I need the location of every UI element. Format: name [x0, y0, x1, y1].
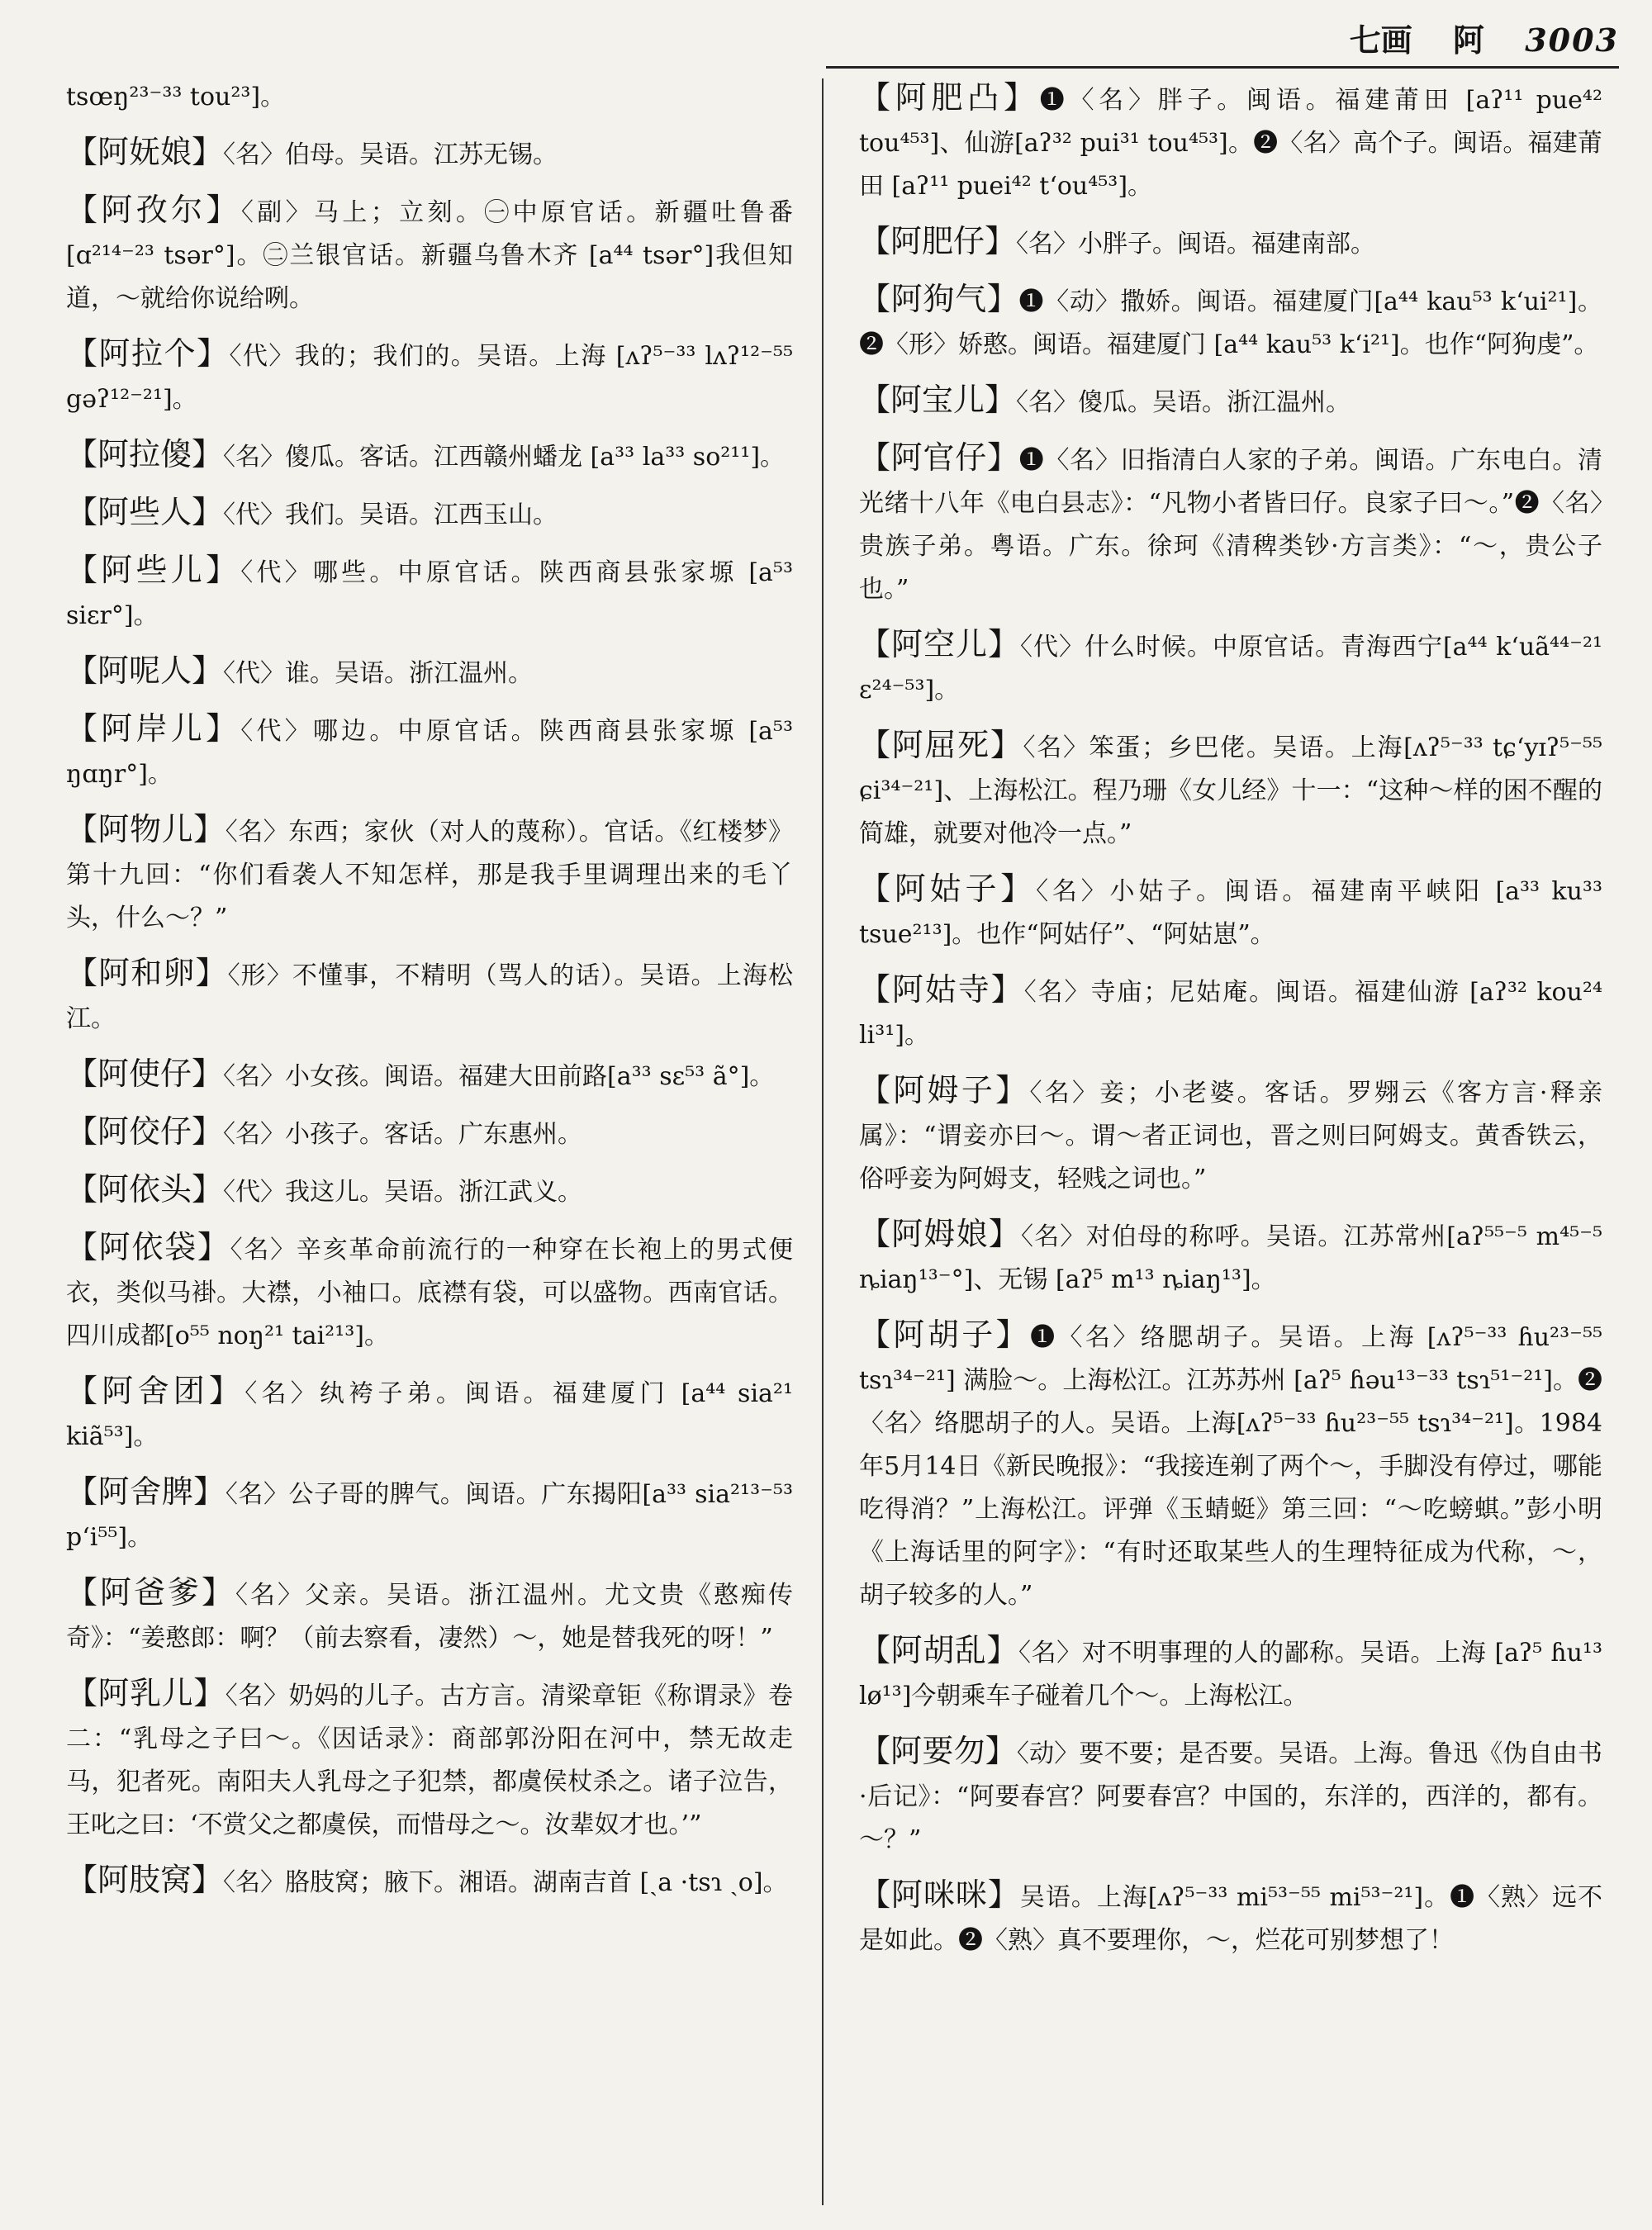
header-character: 阿	[1452, 22, 1484, 59]
dictionary-entry	[859, 623, 1602, 712]
dictionary-entry	[66, 1470, 793, 1559]
dictionary-entry	[859, 724, 1602, 856]
dictionary-entry	[859, 378, 1602, 425]
entry-headword: 【阿姑子】	[859, 871, 1037, 907]
entry-headword: 【阿依头】	[66, 1171, 224, 1208]
entry-definition: ❶〈名〉胖子。闽语。福建莆田 [aʔ¹¹ pue⁴² tou⁴⁵³]、仙游[aʔ³² pui³¹ tou⁴⁵³]。❷〈名〉高个子。闽语。福建莆田 [aʔ¹¹ puei⁴² t‘ou⁴⁵³]。	[859, 86, 1602, 201]
dictionary-entry	[66, 548, 793, 638]
dictionary-entry	[66, 1110, 793, 1156]
entry-definition: 〈副〉马上；立刻。㊀中原官话。新疆吐鲁番[ɑ²¹⁴⁻²³ tsər°]。㊁兰银官话。新疆乌鲁木齐 [a⁴⁴ tsər°]我但知道，～就给你说给咧。	[66, 198, 793, 313]
entry-headword: 【阿些人】	[66, 494, 224, 530]
dictionary-entry	[66, 1052, 793, 1098]
dictionary-entry	[66, 332, 793, 421]
entry-headword: 【阿乳儿】	[66, 1675, 225, 1711]
entry-headword: 【阿和卵】	[66, 955, 228, 991]
page-number: 3003	[1525, 21, 1619, 59]
entry-definition: 〈名〉寺庙；尼姑庵。闽语。福建仙游 [aʔ³² kou²⁴ li³¹]。	[859, 978, 1602, 1050]
dictionary-entry	[66, 130, 793, 177]
right-column	[859, 76, 1602, 2213]
entry-headword: 【阿佼仔】	[66, 1113, 224, 1150]
entry-headword: 【阿空儿】	[859, 626, 1020, 662]
left-entry-list	[66, 130, 793, 1905]
entry-definition: 〈形〉不懂事，不精明（骂人的话）。吴语。上海松江。	[66, 961, 793, 1033]
entry-definition: ❶〈名〉旧指清白人家的子弟。闽语。广东电白。清光绪十八年《电白县志》：“凡物小者皆曰仔。良家子曰～。”❷〈名〉贵族子弟。粤语。广东。徐珂《清稗类钞·方言类》：“～，贵公子也。”	[859, 446, 1602, 604]
entry-definition: 〈代〉哪些。中原官话。陕西商县张家塬 [a⁵³ siɛr°]。	[66, 558, 793, 630]
dictionary-entry	[66, 1672, 793, 1847]
entry-headword: 【阿呢人】	[66, 652, 224, 689]
entry-definition: 〈代〉我们。吴语。江西玉山。	[223, 501, 558, 529]
entry-headword: 【阿爸爹】	[66, 1574, 235, 1611]
column-divider	[822, 78, 824, 2205]
entry-definition: 〈名〉妾；小老婆。客话。罗翙云《客方言·释亲属》：“谓妾亦曰～。谓～者正词也，晋之则曰阿姆支。黄香铁云，俗呼妾为阿姆支，轻贱之词也。”	[859, 1079, 1602, 1193]
entry-headword: 【阿肥凸】	[859, 79, 1040, 116]
entry-headword: 【阿狗气】	[859, 281, 1019, 317]
entry-definition: 〈名〉辛亥革命前流行的一种穿在长袍上的男式便衣，类似马褂。大襟，小袖口。底襟有袋，可以盛物。西南官话。四川成都[o⁵⁵ noŋ²¹ tai²¹³]。	[66, 1236, 793, 1350]
dictionary-entry	[66, 433, 793, 479]
entry-headword: 【阿使仔】	[66, 1056, 224, 1092]
entry-definition: 〈名〉父亲。吴语。浙江温州。尤文贵《憨痴传奇》：“姜憨郎：啊？（前去察看，凄然）～，她是替我死的呀！”	[66, 1581, 793, 1653]
dictionary-entry	[859, 1069, 1602, 1201]
dictionary-entry	[66, 1226, 793, 1358]
dictionary-entry	[859, 867, 1602, 956]
entry-definition: 〈名〉奶妈的儿子。古方言。清梁章钜《称谓录》卷二：“乳母之子曰～。《因话录》：商部郭汾阳在河中，禁无故走马，犯者死。南阳夫人乳母之子犯禁，都虞侯杖杀之。诸子泣告，王叱之曰：‘不赏父之都虞侯，而惜母之～。汝辈奴才也。’”	[66, 1682, 793, 1839]
entry-headword: 【阿依袋】	[66, 1229, 230, 1265]
entry-headword: 【阿胡乱】	[859, 1632, 1018, 1668]
entry-headword: 【阿姆娘】	[859, 1216, 1021, 1252]
entry-definition: 〈名〉伯母。吴语。江苏无锡。	[223, 140, 558, 169]
entry-headword: 【阿些儿】	[66, 552, 241, 588]
entry-definition: 〈代〉哪边。中原官话。陕西商县张家塬 [a⁵³ ŋɑŋr°]。	[66, 717, 793, 789]
dictionary-entry	[66, 1168, 793, 1214]
entry-definition: 〈名〉公子哥的脾气。闽语。广东揭阳[a³³ sia²¹³⁻⁵³ p‘i⁵⁵]。	[66, 1480, 793, 1552]
dictionary-entry	[66, 951, 793, 1041]
entry-definition: 〈名〉纨袴子弟。闽语。福建厦门 [a⁴⁴ sia²¹ kiã⁵³]。	[66, 1379, 793, 1451]
entry-headword: 【阿官仔】	[859, 439, 1019, 476]
right-entry-list	[859, 76, 1602, 1962]
entry-definition: 〈代〉我这儿。吴语。浙江武义。	[223, 1178, 583, 1207]
dictionary-entry	[859, 76, 1602, 208]
dictionary-entry	[859, 1729, 1602, 1862]
entry-definition: 〈名〉小女孩。闽语。福建大田前路[a³³ sɛ⁵³ ã°]。	[223, 1062, 775, 1091]
entry-headword: 【阿拉个】	[66, 335, 230, 372]
entry-headword: 【阿妩娘】	[66, 134, 224, 170]
entry-definition: 〈名〉对不明事理的人的鄙称。吴语。上海 [aʔ⁵ ɦu¹³ lø¹³]今朝乘车子碰着几个～。上海松江。	[859, 1639, 1602, 1710]
entry-headword: 【阿要勿】	[859, 1733, 1017, 1769]
dictionary-entry	[66, 491, 793, 537]
left-column	[66, 76, 793, 2213]
entry-headword: 【阿宝儿】	[859, 382, 1017, 418]
entry-definition: ❶〈动〉撒娇。闽语。福建厦门[a⁴⁴ kau⁵³ k‘ui²¹]。❷〈形〉娇憨。闽语。福建厦门 [a⁴⁴ kau⁵³ k‘i²¹]。也作“阿狗虔”。	[859, 287, 1602, 359]
entry-definition: 吴语。上海[ʌʔ⁵⁻³³ mi⁵³⁻⁵⁵ mi⁵³⁻²¹]。❶〈熟〉远不是如此。❷〈熟〉真不要理你，～，烂花可别梦想了！	[859, 1883, 1602, 1955]
entry-definition: 〈动〉要不要；是否要。吴语。上海。鲁迅《伪自由书·后记》：“阿要春宫？阿要春宫？中国的，东洋的，西洋的，都有。～？”	[859, 1739, 1602, 1854]
entry-definition: 〈名〉傻瓜。吴语。浙江温州。	[1016, 388, 1351, 417]
entry-definition: 〈名〉小孩子。客话。广东惠州。	[223, 1120, 583, 1149]
dictionary-entry	[859, 968, 1602, 1057]
entry-headword: 【阿物儿】	[66, 811, 225, 847]
entry-headword: 【阿舍脾】	[66, 1473, 225, 1510]
dictionary-entry	[66, 1858, 793, 1905]
dictionary-entry	[859, 278, 1602, 367]
entry-definition: 〈名〉对伯母的称呼。吴语。江苏常州[aʔ⁵⁵⁻⁵ m⁴⁵⁻⁵ ȵiaŋ¹³⁻°]、无锡 [aʔ⁵ m¹³ ȵiaŋ¹³]。	[859, 1222, 1602, 1294]
entry-headword: 【阿肢窝】	[66, 1862, 224, 1898]
entry-headword: 【阿姆子】	[859, 1072, 1030, 1108]
entry-headword: 【阿胡子】	[859, 1317, 1031, 1353]
dictionary-entry	[66, 808, 793, 940]
entry-headword: 【阿肥仔】	[859, 223, 1017, 259]
entry-definition: 〈名〉笨蛋；乡巴佬。吴语。上海[ʌʔ⁵⁻³³ tɕ‘yɪʔ⁵⁻⁵⁵ ɕi³⁴⁻²¹]、上海松江。程乃珊《女儿经》十一：“这种～样的困不醒的简雄，就要对他冷一点。”	[859, 733, 1602, 848]
entry-definition: 〈名〉小姑子。闽语。福建南平峡阳 [a³³ ku³³ tsue²¹³]。也作“阿姑仔”、“阿姑崽”。	[859, 877, 1602, 949]
header-section: 七画	[1349, 22, 1412, 59]
dictionary-entry	[859, 1629, 1602, 1718]
entry-headword: 【阿舍团】	[66, 1373, 245, 1409]
dictionary-entry	[859, 436, 1602, 611]
entry-definition: 〈代〉谁。吴语。浙江温州。	[223, 659, 534, 688]
entry-headword: 【阿咪咪】	[859, 1877, 1020, 1913]
running-header	[826, 15, 1619, 69]
entry-definition: 〈名〉小胖子。闽语。福建南部。	[1016, 230, 1376, 259]
entry-definition: ❶〈名〉络腮胡子。吴语。上海 [ʌʔ⁵⁻³³ ɦu²³⁻⁵⁵ tsɿ³⁴⁻²¹] 满脸～。上海松江。江苏苏州 [aʔ⁵ ɦəu¹³⁻³³ tsɿ⁵¹⁻²¹]。❷〈名〉络腮胡子的人。吴语。上海[ʌʔ⁵⁻³³ ɦu²³⁻⁵⁵ tsɿ³⁴⁻²¹]。1984年5月14日《新民晚报》：“我接连剃了两个～，手脚没有停过，哪能吃得消？”上海松江。评弹《玉蜻蜓》第三回：“～吃螃蜞。”彭小明《上海话里的阿字》：“有时还取某些人的生理特征成为代称，～，胡子较多的人。”	[859, 1323, 1602, 1610]
entry-headword: 【阿姑寺】	[859, 971, 1024, 1008]
entry-headword: 【阿岸儿】	[66, 710, 241, 747]
dictionary-entry	[66, 1571, 793, 1660]
entry-definition: 〈代〉我的；我们的。吴语。上海 [ʌʔ⁵⁻³³ lʌʔ¹²⁻⁵⁵ gəʔ¹²⁻²¹]。	[66, 342, 793, 414]
entry-definition: 〈代〉什么时候。中原官话。青海西宁[a⁴⁴ k‘uã⁴⁴⁻²¹ ɛ²⁴⁻⁵³]。	[859, 633, 1602, 705]
dictionary-entry	[66, 1369, 793, 1459]
entry-definition: 〈名〉胳肢窝；腋下。湘语。湖南吉首 [ˏa ·tsɿ ˏo]。	[223, 1868, 788, 1897]
entry-headword: 【阿孜尔】	[66, 192, 241, 228]
dictionary-entry	[66, 188, 793, 320]
dictionary-entry	[66, 649, 793, 695]
entry-definition: 〈名〉傻瓜。客话。江西赣州蟠龙 [a³³ la³³ so²¹¹]。	[223, 443, 786, 472]
continued-text: tsœŋ²³⁻³³ tou²³]。	[66, 83, 286, 112]
entry-headword: 【阿拉傻】	[66, 436, 224, 472]
dictionary-entry	[859, 1873, 1602, 1962]
dictionary-entry	[66, 707, 793, 796]
dictionary-entry	[859, 220, 1602, 266]
entry-headword: 【阿屈死】	[859, 727, 1023, 763]
entry-definition: 〈名〉东西；家伙（对人的蔑称）。官话。《红楼梦》第十九回：“你们看袭人不知怎样，那是我手里调理出来的毛丫头，什么～？”	[66, 818, 793, 932]
dictionary-entry	[859, 1212, 1602, 1302]
dictionary-entry	[859, 1313, 1602, 1617]
